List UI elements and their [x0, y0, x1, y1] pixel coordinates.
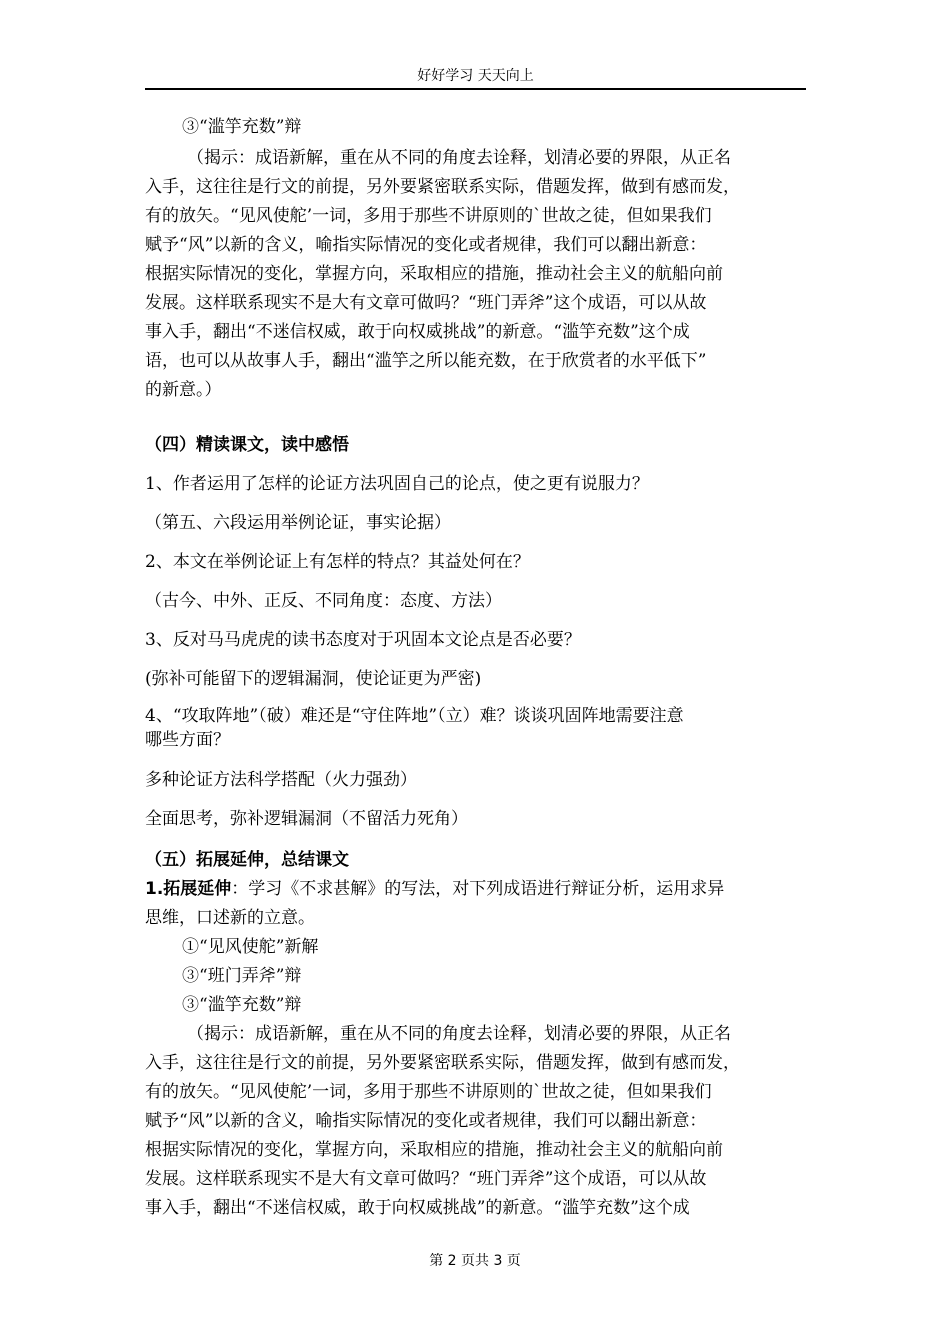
- idiom-item-2: ③“班门弄斧”辩: [182, 966, 302, 986]
- section5-reveal-line: （揭示：成语新解，重在从不同的角度去诠释，划清必要的界限，从正名: [187, 1024, 731, 1044]
- page-footer: [0, 1250, 950, 1270]
- header-title: 好好学习 天天向上: [417, 68, 534, 84]
- page-number: 第 2 页共 3 页: [429, 1253, 521, 1269]
- question-4-line: 哪些方面？: [145, 730, 230, 750]
- top-reveal-line: 根据实际情况的变化，掌握方向，采取相应的措施，推动社会主义的航船向前: [145, 264, 723, 284]
- section4-heading: （四）精读课文，读中感悟: [145, 435, 349, 455]
- section5-reveal-line: 事入手，翻出“不迷信权威，敢于向权威挑战”的新意。“滥竽充数”这个成: [145, 1198, 690, 1218]
- extension-line: 思维，口述新的立意。: [145, 908, 315, 928]
- top-reveal-line: 的新意。）: [145, 380, 222, 400]
- top-reveal-paragraph: [145, 144, 808, 405]
- extension-line: [145, 875, 808, 904]
- top-reveal-line: 有的放矢。“见风使舵’一词，多用于那些不讲原则的`世故之徒，但如果我们: [145, 206, 712, 226]
- top-reveal-line: 赋予“风”以新的含义，喻指实际情况的变化或者规律，我们可以翻出新意：: [145, 235, 707, 255]
- section5-reveal-line: 发展。这样联系现实不是大有文章可做吗？“班门弄斧”这个成语，可以从故: [145, 1169, 707, 1189]
- question-4-line: 4、“攻取阵地”（破）难还是“守住阵地”（立）难？谈谈巩固阵地需要注意: [145, 706, 684, 726]
- section5-reveal-line: 有的放矢。“见风使舵’一词，多用于那些不讲原则的`世故之徒，但如果我们: [145, 1082, 712, 1102]
- section5-reveal-paragraph: [145, 1020, 808, 1223]
- idiom-item-1: ①“见风使舵”新解: [182, 937, 319, 957]
- section5-reveal-line: 根据实际情况的变化，掌握方向，采取相应的措施，推动社会主义的航船向前: [145, 1140, 723, 1160]
- document-body: [145, 113, 808, 1223]
- idiom-item-3: ③“滥竽充数”辩: [182, 995, 302, 1015]
- top-reveal-line: （揭示：成语新解，重在从不同的角度去诠释，划清必要的界限，从正名: [187, 148, 731, 168]
- section5-reveal-line: 赋予“风”以新的含义，喻指实际情况的变化或者规律，我们可以翻出新意：: [145, 1111, 707, 1131]
- top-reveal-line: 入手，这往往是行文的前提，另外要紧密联系实际，借题发挥，做到有感而发，: [145, 177, 740, 197]
- top-reveal-line: 发展。这样联系现实不是大有文章可做吗？“班门弄斧”这个成语，可以从故: [145, 293, 707, 313]
- question-3: 3、反对马马虎虎的读书态度对于巩固本文论点是否必要？: [145, 630, 581, 650]
- top-item-3: ③“滥竽充数”辩: [182, 117, 302, 137]
- page-header: [145, 66, 806, 90]
- extension-label: 1.拓展延伸: [145, 879, 232, 899]
- question-1: 1、作者运用了怎样的论证方法巩固自己的论点，使之更有说服力？: [145, 474, 649, 494]
- top-reveal-line: 语，也可以从故事人手，翻出“滥竽之所以能充数，在于欣赏者的水平低下”: [145, 351, 707, 371]
- question-2: 2、本文在举例论证上有怎样的特点？其益处何在？: [145, 552, 530, 572]
- answer-4-line-1: 多种论证方法科学搭配（火力强劲）: [145, 770, 417, 790]
- extension-paragraph: [145, 875, 808, 933]
- answer-4-line-2: 全面思考，弥补逻辑漏洞（不留活力死角）: [145, 809, 468, 829]
- section5-reveal-line: 入手，这往往是行文的前提，另外要紧密联系实际，借题发挥，做到有感而发，: [145, 1053, 740, 1073]
- extension-text: ：学习《不求甚解》的写法，对下列成语进行辩证分析，运用求异: [231, 879, 725, 899]
- answer-3: (弥补可能留下的逻辑漏洞，使论证更为严密): [145, 669, 482, 689]
- answer-1: （第五、六段运用举例论证，事实论据）: [145, 513, 451, 533]
- top-reveal-line: 事入手，翻出“不迷信权威，敢于向权威挑战”的新意。“滥竽充数”这个成: [145, 322, 690, 342]
- answer-2: （古今、中外、正反、不同角度：态度、方法）: [145, 591, 502, 611]
- section5-heading: （五）拓展延伸，总结课文: [145, 850, 349, 870]
- question-4: [145, 704, 808, 752]
